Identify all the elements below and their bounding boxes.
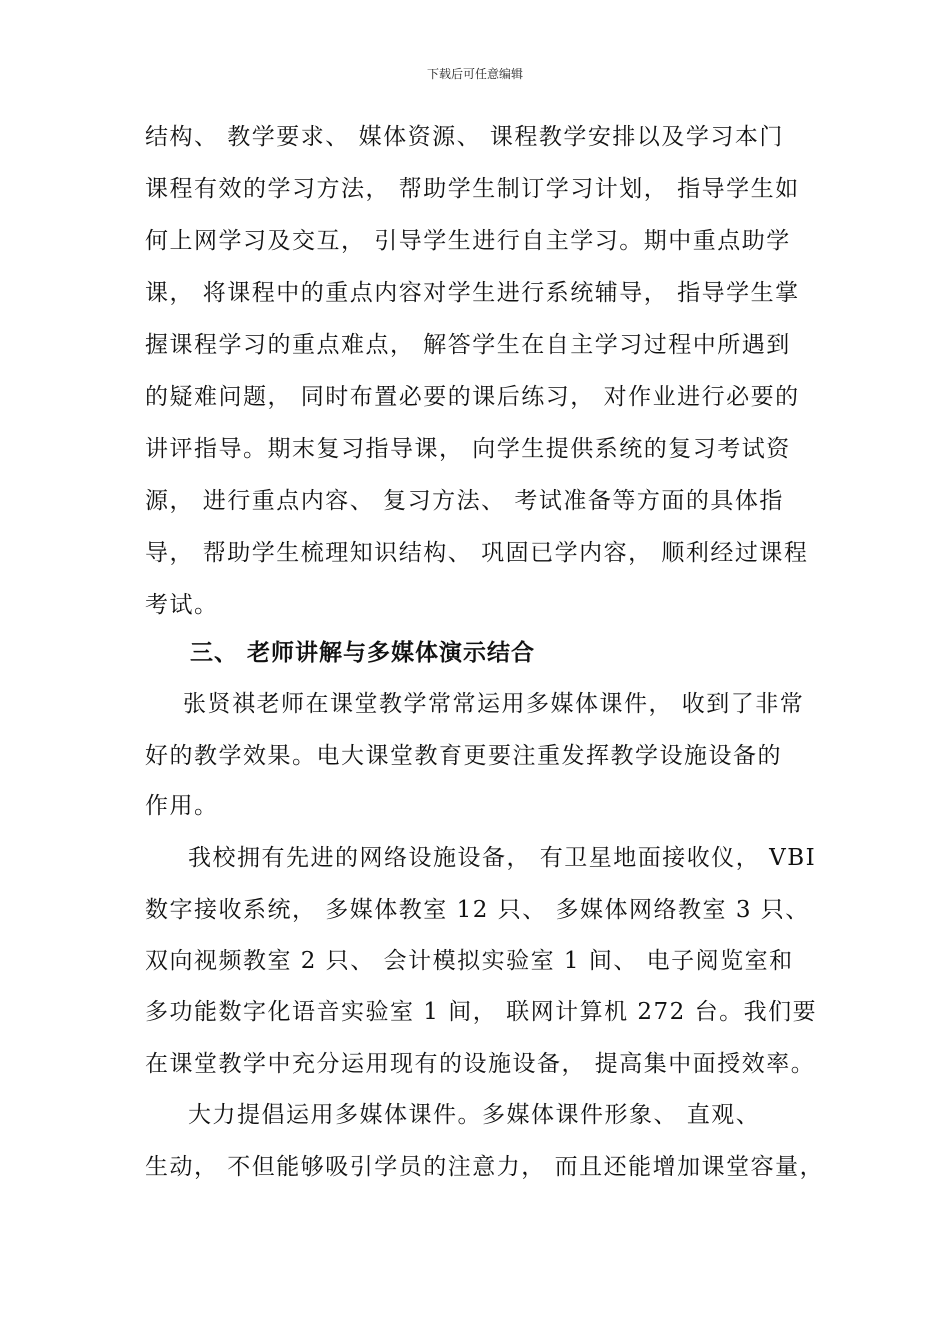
body-line: 好的教学效果。电大课堂教育更要注重发挥教学设施设备的: [145, 743, 782, 769]
body-line: 考试。: [145, 592, 219, 618]
body-line: 在课堂教学中充分运用现有的设施设备， 提高集中面授效率。: [145, 1051, 816, 1077]
page-header: 下载后可任意编辑: [426, 67, 523, 81]
body-line: 多功能数字化语音实验室 1 间， 联网计算机 272 台。我们要: [145, 999, 818, 1025]
body-line: 数字接收系统， 多媒体教室 12 只、 多媒体网络教室 3 只、: [145, 897, 810, 923]
section-heading: 三、 老师讲解与多媒体演示结合: [190, 640, 536, 666]
body-line: 课， 将课程中的重点内容对学生进行系统辅导， 指导学生掌: [145, 280, 800, 306]
body-line: 导， 帮助学生梳理知识结构、 巩固已学内容， 顺利经过课程: [145, 540, 809, 566]
body-line: 作用。: [145, 793, 219, 819]
body-line: 生动， 不但能够吸引学员的注意力， 而且还能增加课堂容量，: [145, 1154, 825, 1180]
body-line: 讲评指导。期末复习指导课， 向学生提供系统的复习考试资: [145, 436, 791, 462]
body-line: 握课程学习的重点难点， 解答学生在自主学习过程中所遇到: [145, 332, 791, 358]
body-line: 双向视频教室 2 只、 会计模拟实验室 1 间、 电子阅览室和: [145, 948, 794, 974]
body-line: 张贤祺老师在课堂教学常常运用多媒体课件， 收到了非常: [183, 691, 805, 717]
body-line: 大力提倡运用多媒体课件。多媒体课件形象、 直观、: [188, 1102, 761, 1128]
body-line: 的疑难问题， 同时布置必要的课后练习， 对作业进行必要的: [145, 384, 800, 410]
body-line: 我校拥有先进的网络设施设备， 有卫星地面接收仪， VBI: [188, 845, 817, 871]
body-line: 结构、 教学要求、 媒体资源、 课程教学安排以及学习本门: [145, 124, 784, 150]
body-line: 源， 进行重点内容、 复习方法、 考试准备等方面的具体指: [145, 488, 784, 514]
body-line: 课程有效的学习方法， 帮助学生制订学习计划， 指导学生如: [145, 176, 800, 202]
body-line: 何上网学习及交互， 引导学生进行自主学习。期中重点助学: [145, 228, 791, 254]
